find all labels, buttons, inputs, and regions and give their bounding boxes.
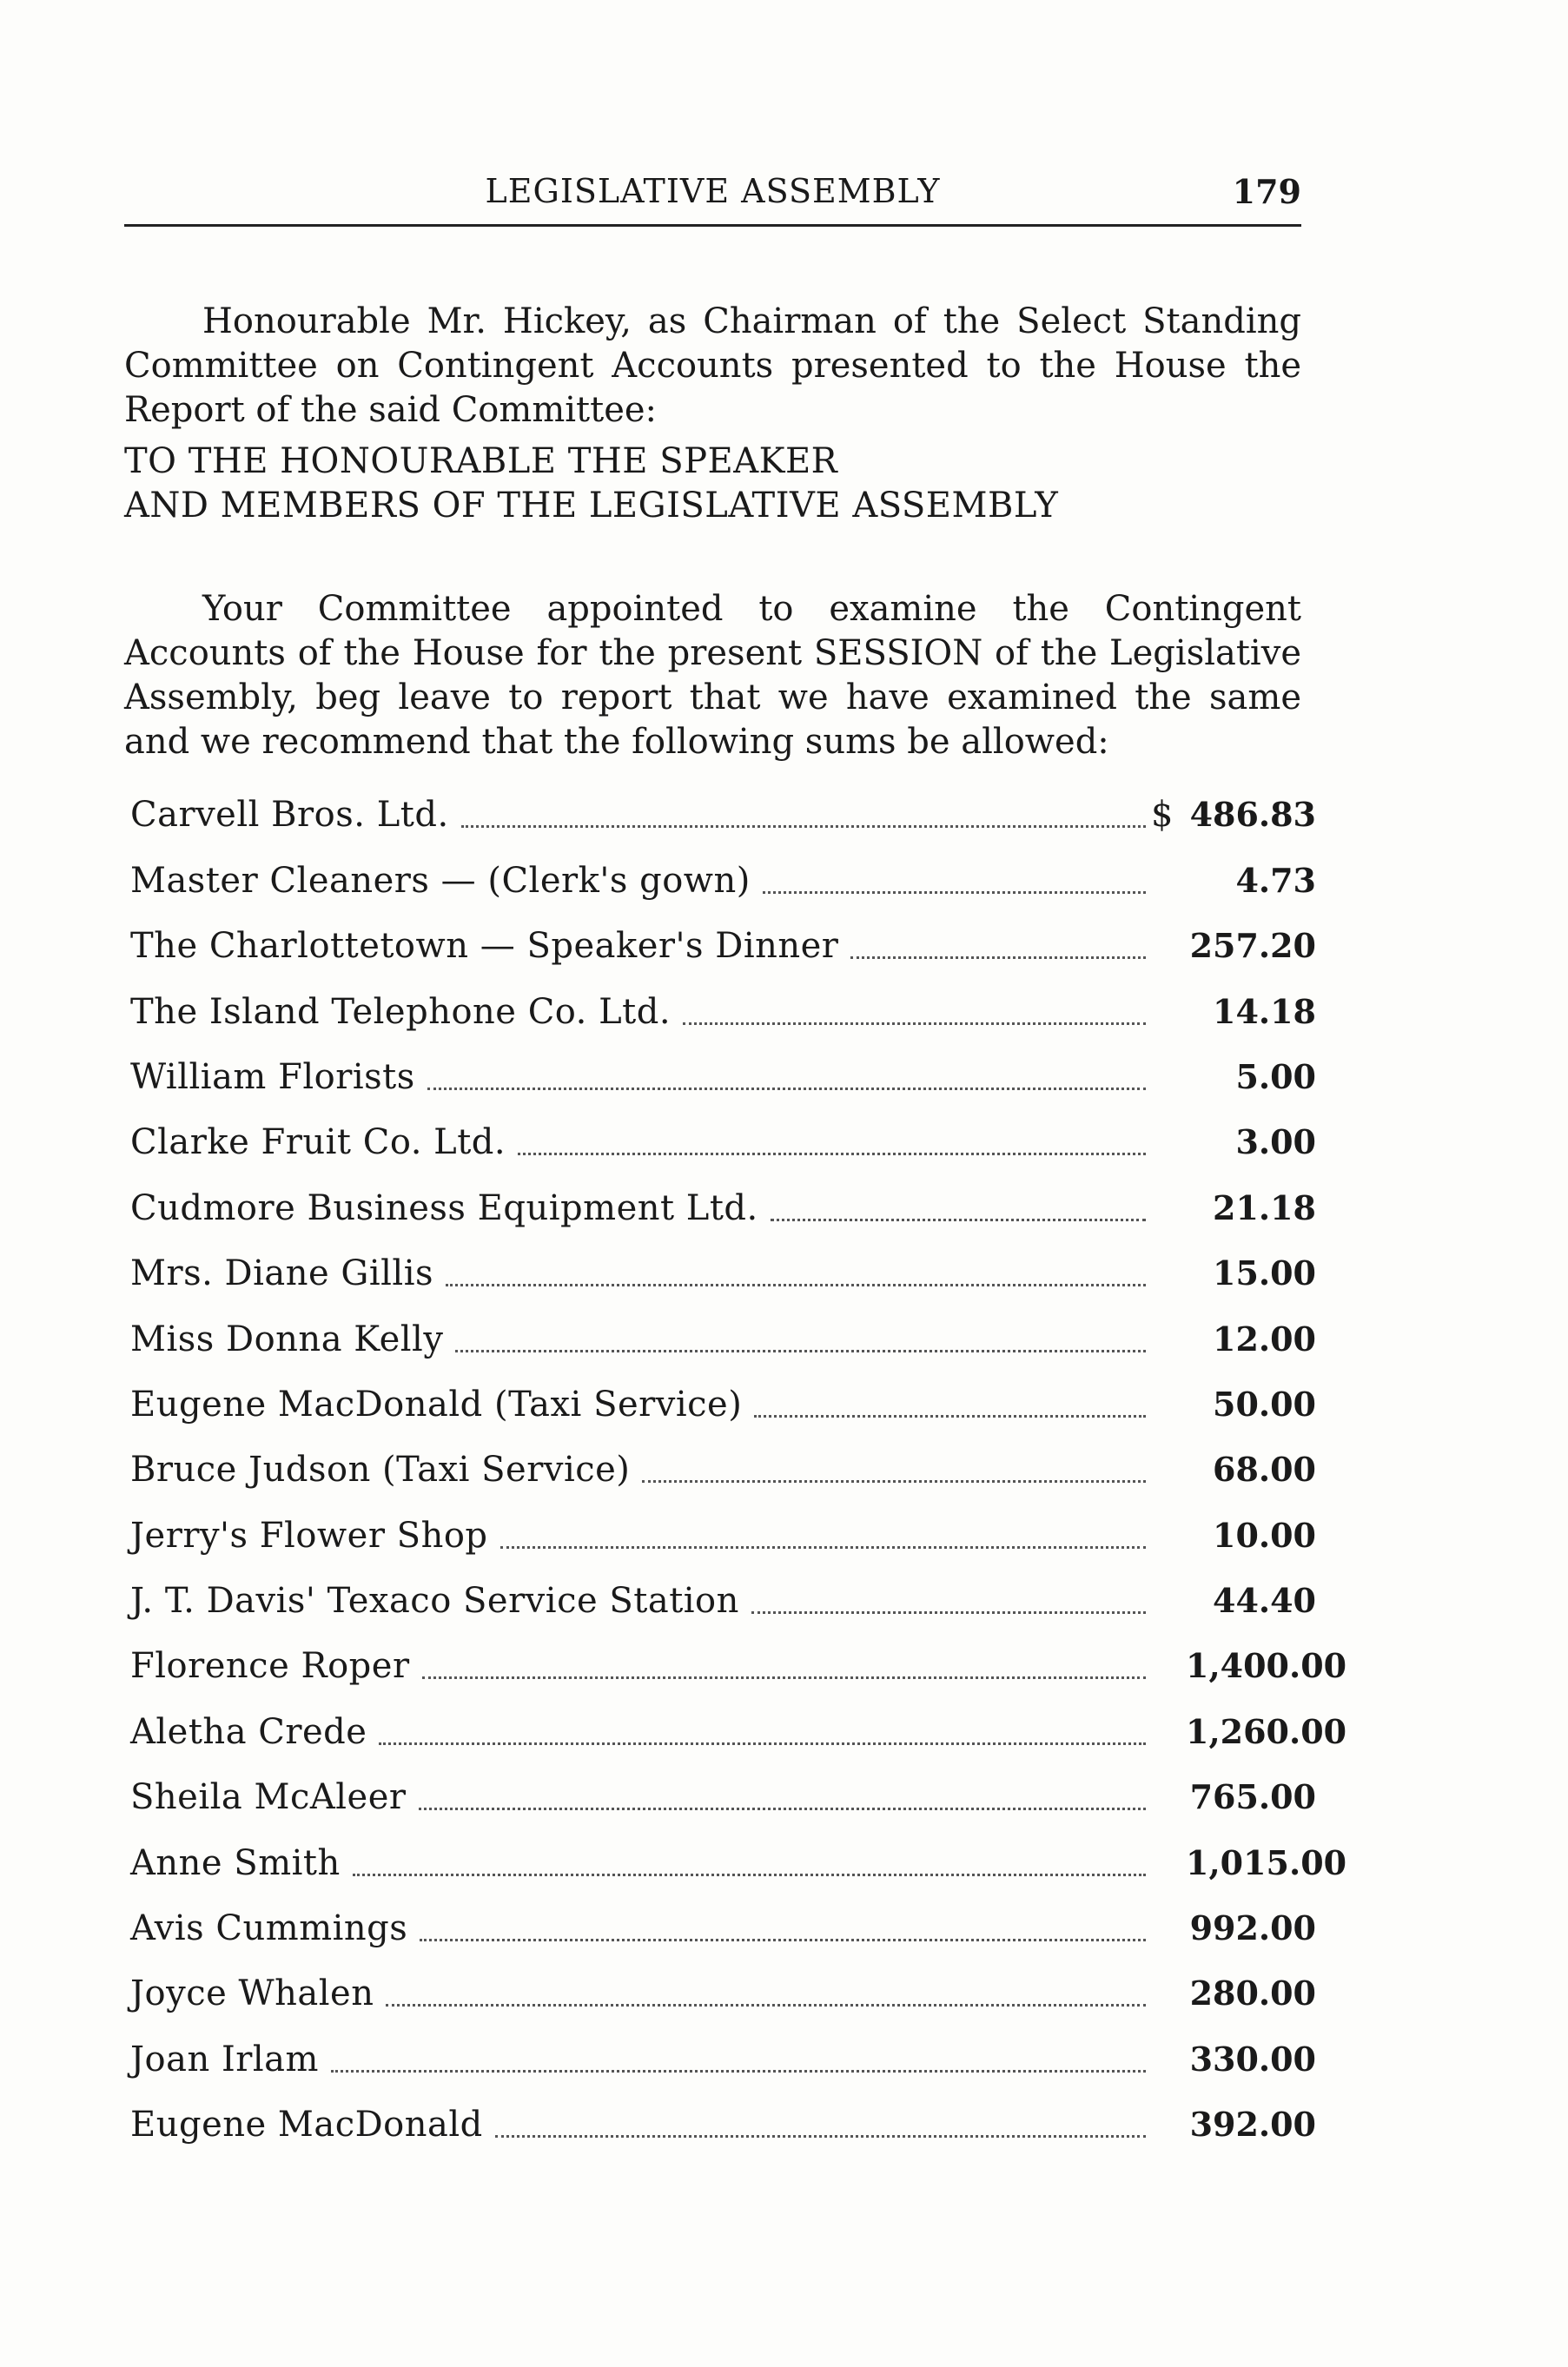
dot-leader — [461, 825, 1146, 828]
dot-leader — [420, 1939, 1146, 1941]
account-name: Carvell Bros. Ltd. — [130, 795, 449, 836]
account-amount: 50.00 — [1213, 1384, 1316, 1424]
dot-leader — [379, 1742, 1146, 1745]
account-name: Clarke Fruit Co. Ltd. — [130, 1122, 506, 1163]
account-name: Anne Smith — [130, 1842, 341, 1883]
account-amount: 3.00 — [1235, 1122, 1316, 1162]
account-name: The Island Telephone Co. Ltd. — [130, 991, 672, 1032]
dot-leader — [353, 1874, 1146, 1876]
accounts-list — [130, 771, 1347, 2146]
account-row — [130, 1819, 1347, 1884]
dot-leader — [754, 1415, 1146, 1418]
account-row — [130, 2015, 1316, 2080]
account-row — [130, 1230, 1316, 1295]
account-name: Sheila McAleer — [130, 1777, 407, 1818]
address-line-1: TO THE HONOURABLE THE SPEAKER — [124, 441, 838, 481]
account-name: Florence Roper — [130, 1646, 410, 1687]
account-name: Avis Cummings — [130, 1908, 408, 1949]
account-row — [130, 1426, 1316, 1491]
account-amount: 1,260.00 — [1186, 1711, 1347, 1751]
account-row — [130, 1754, 1316, 1819]
account-amount: 280.00 — [1189, 1974, 1316, 2013]
address-block — [124, 440, 1340, 528]
account-amount: 330.00 — [1189, 2039, 1316, 2079]
account-name: Miss Donna Kelly — [130, 1319, 444, 1359]
dot-leader — [683, 1022, 1146, 1025]
dot-leader — [642, 1480, 1146, 1483]
account-amount: 5.00 — [1235, 1056, 1316, 1096]
account-amount: 1,400.00 — [1186, 1646, 1347, 1686]
dot-leader — [850, 956, 1146, 959]
account-row — [130, 968, 1316, 1033]
dot-leader — [495, 2135, 1146, 2138]
account-row — [130, 1295, 1316, 1360]
account-name: Jerry's Flower Shop — [130, 1515, 488, 1556]
account-row — [130, 1491, 1316, 1557]
account-amount: 486.83 — [1189, 795, 1316, 835]
account-row — [130, 1885, 1316, 1950]
page-header — [124, 172, 1301, 227]
account-name: Cudmore Business Equipment Ltd. — [130, 1187, 758, 1228]
dot-leader — [422, 1676, 1146, 1679]
account-name: William Florists — [130, 1056, 415, 1097]
dot-leader — [500, 1546, 1146, 1549]
intro-paragraph: Honourable Mr. Hickey, as Chairman of the Select Standing Committee on Contingent Accounts presented to the House the Report of the said Committee: — [124, 301, 1301, 430]
account-row — [130, 903, 1316, 968]
dot-leader — [771, 1219, 1146, 1221]
dot-leader — [427, 1088, 1146, 1090]
account-name: Eugene MacDonald (Taxi Service) — [130, 1384, 743, 1425]
account-row — [130, 1688, 1347, 1753]
account-row — [130, 1557, 1316, 1623]
account-row — [130, 1950, 1316, 2015]
account-amount: 1,015.00 — [1186, 1842, 1347, 1882]
account-amount: 10.00 — [1213, 1515, 1316, 1555]
dot-leader — [419, 1808, 1147, 1810]
account-name: Mrs. Diane Gillis — [130, 1253, 434, 1294]
account-amount: 12.00 — [1213, 1319, 1316, 1359]
dot-leader — [751, 1611, 1146, 1614]
account-name: Bruce Judson (Taxi Service) — [130, 1450, 631, 1491]
account-row — [130, 1164, 1316, 1229]
account-amount: 765.00 — [1189, 1777, 1316, 1817]
page-number: 179 — [1232, 172, 1301, 211]
account-row — [130, 1623, 1347, 1688]
account-row — [130, 2081, 1316, 2146]
account-amount: 392.00 — [1189, 2105, 1316, 2145]
currency-symbol: $ — [1151, 795, 1174, 836]
account-amount: 14.18 — [1213, 991, 1316, 1031]
dot-leader — [331, 2070, 1146, 2073]
dot-leader — [763, 891, 1146, 894]
account-name: Joan Irlam — [130, 2039, 319, 2079]
account-name: Master Cleaners — (Clerk's gown) — [130, 860, 751, 901]
report-paragraph: Your Committee appointed to examine the Contingent Accounts of the House for the present SESSION of the Legislative Assembly, beg leave to report that we have examined the same and we recommend that the following sums be allowed: — [124, 589, 1301, 762]
address-line-2: AND MEMBERS OF THE LEGISLATIVE ASSEMBLY — [124, 486, 1059, 526]
account-row — [130, 1099, 1316, 1164]
account-amount: 257.20 — [1189, 926, 1316, 966]
account-amount: 44.40 — [1213, 1581, 1316, 1621]
account-amount: 4.73 — [1235, 860, 1316, 900]
account-name: Eugene MacDonald — [130, 2105, 483, 2146]
account-row — [130, 836, 1316, 902]
account-name: The Charlottetown — Speaker's Dinner — [130, 926, 839, 967]
dot-leader — [386, 2004, 1146, 2007]
account-name: J. T. Davis' Texaco Service Station — [130, 1581, 739, 1622]
account-amount: 68.00 — [1213, 1450, 1316, 1490]
account-name: Joyce Whalen — [130, 1974, 374, 2014]
account-row — [130, 1361, 1316, 1426]
account-row — [130, 1034, 1316, 1099]
account-row — [130, 771, 1316, 836]
dot-leader — [455, 1350, 1146, 1352]
account-amount: 21.18 — [1213, 1187, 1316, 1227]
account-name: Aletha Crede — [130, 1711, 367, 1752]
dot-leader — [518, 1153, 1146, 1155]
account-amount: 15.00 — [1213, 1253, 1316, 1293]
dot-leader — [446, 1284, 1146, 1286]
account-amount: 992.00 — [1189, 1908, 1316, 1948]
running-head: LEGISLATIVE ASSEMBLY — [485, 172, 941, 210]
